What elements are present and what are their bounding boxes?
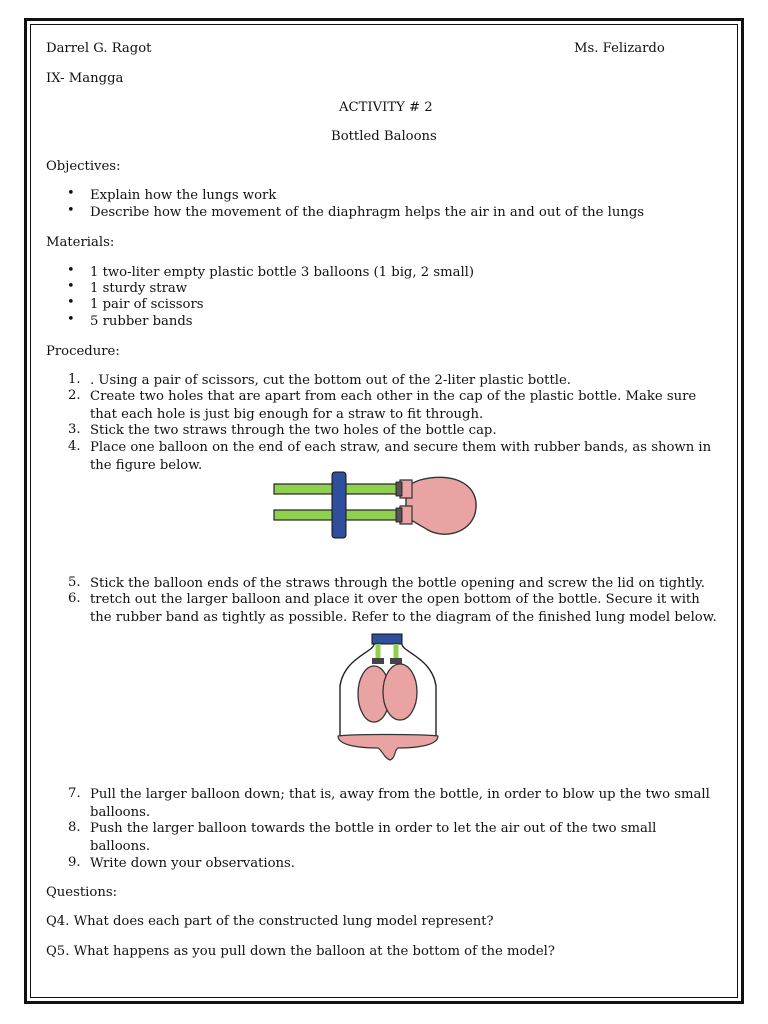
step-number: 6. [68, 591, 81, 606]
material-item: 1 two-liter empty plastic bottle 3 balloons (1 big, 2 small) [90, 265, 475, 280]
bullet-icon: • [67, 186, 75, 201]
step-number: 2. [68, 388, 81, 403]
procedure-step-line: tretch out the larger balloon and place it over the open bottom of the bottle. Secure it with [90, 592, 700, 607]
section-name: IX- Mangga [46, 71, 124, 86]
teacher-name: Ms. Felizardo [574, 41, 665, 56]
rubber-band [396, 508, 402, 522]
step-number: 3. [68, 422, 81, 437]
procedure-step-line: Write down your observations. [90, 856, 295, 871]
objective-item: Explain how the lungs work [90, 188, 277, 203]
bullet-icon: • [67, 279, 75, 294]
straw-bottom-inner [346, 510, 398, 520]
step-number: 5. [68, 575, 81, 590]
questions-heading: Questions: [46, 885, 118, 900]
procedure-step-line: balloons. [90, 839, 151, 854]
bottle-cap [332, 472, 346, 538]
procedure-step-line: Stick the two straws through the two holes of the bottle cap. [90, 423, 497, 438]
step-number: 4. [68, 439, 81, 454]
procedure-step-line: the figure below. [90, 458, 203, 473]
balloon-right [383, 664, 417, 720]
step-number: 7. [68, 786, 81, 801]
balloon-right [406, 477, 476, 534]
procedure-step-line: Pull the larger balloon down; that is, away from the bottle, in order to blow up the two small [90, 787, 710, 802]
material-item: 1 sturdy straw [90, 281, 188, 296]
procedure-step-line: Stick the balloon ends of the straws through the bottle opening and screw the lid on tightly. [90, 576, 705, 591]
straw-bottom [274, 510, 338, 520]
bullet-icon: • [67, 312, 75, 327]
procedure-step-line: . Using a pair of scissors, cut the bottom out of the 2-liter plastic bottle. [90, 373, 571, 388]
lung-model-figure [334, 632, 442, 764]
bottle-cap [372, 634, 402, 644]
bullet-icon: • [67, 295, 75, 310]
procedure-step-line: balloons. [90, 805, 151, 820]
rubber-band [390, 658, 402, 664]
procedure-step-line: the rubber band as tightly as possible. Refer to the diagram of the finished lung model below. [90, 610, 717, 625]
question-item: Q4. What does each part of the constructed lung model represent? [46, 914, 494, 929]
rubber-band [396, 482, 402, 496]
bullet-icon: • [67, 203, 75, 218]
procedure-heading: Procedure: [46, 344, 120, 359]
question-item: Q5. What happens as you pull down the balloon at the bottom of the model? [46, 944, 555, 959]
activity-subtitle: Bottled Baloons [331, 129, 437, 144]
materials-heading: Materials: [46, 235, 115, 250]
step-number: 9. [68, 855, 81, 870]
straw-top [274, 484, 338, 494]
straw-top-inner [346, 484, 398, 494]
procedure-step-line: Place one balloon on the end of each straw, and secure them with rubber bands, as shown in [90, 440, 712, 455]
rubber-band [372, 658, 384, 664]
objectives-heading: Objectives: [46, 159, 121, 174]
step-number: 8. [68, 820, 81, 835]
procedure-step-line: Push the larger balloon towards the bottle in order to let the air out of the two small [90, 821, 657, 836]
procedure-step-line: that each hole is just big enough for a straw to fit through. [90, 407, 484, 422]
step-number: 1. [68, 372, 81, 387]
student-name: Darrel G. Ragot [46, 41, 152, 56]
material-item: 5 rubber bands [90, 314, 193, 329]
procedure-step-line: Create two holes that are apart from each other in the cap of the plastic bottle. Make sure [90, 389, 697, 404]
objective-item: Describe how the movement of the diaphragm helps the air in and out of the lungs [90, 205, 645, 220]
diaphragm-balloon [338, 735, 438, 761]
straws-and-balloons-figure [270, 470, 480, 542]
bullet-icon: • [67, 263, 75, 278]
activity-title: ACTIVITY # 2 [339, 100, 433, 115]
material-item: 1 pair of scissors [90, 297, 204, 312]
